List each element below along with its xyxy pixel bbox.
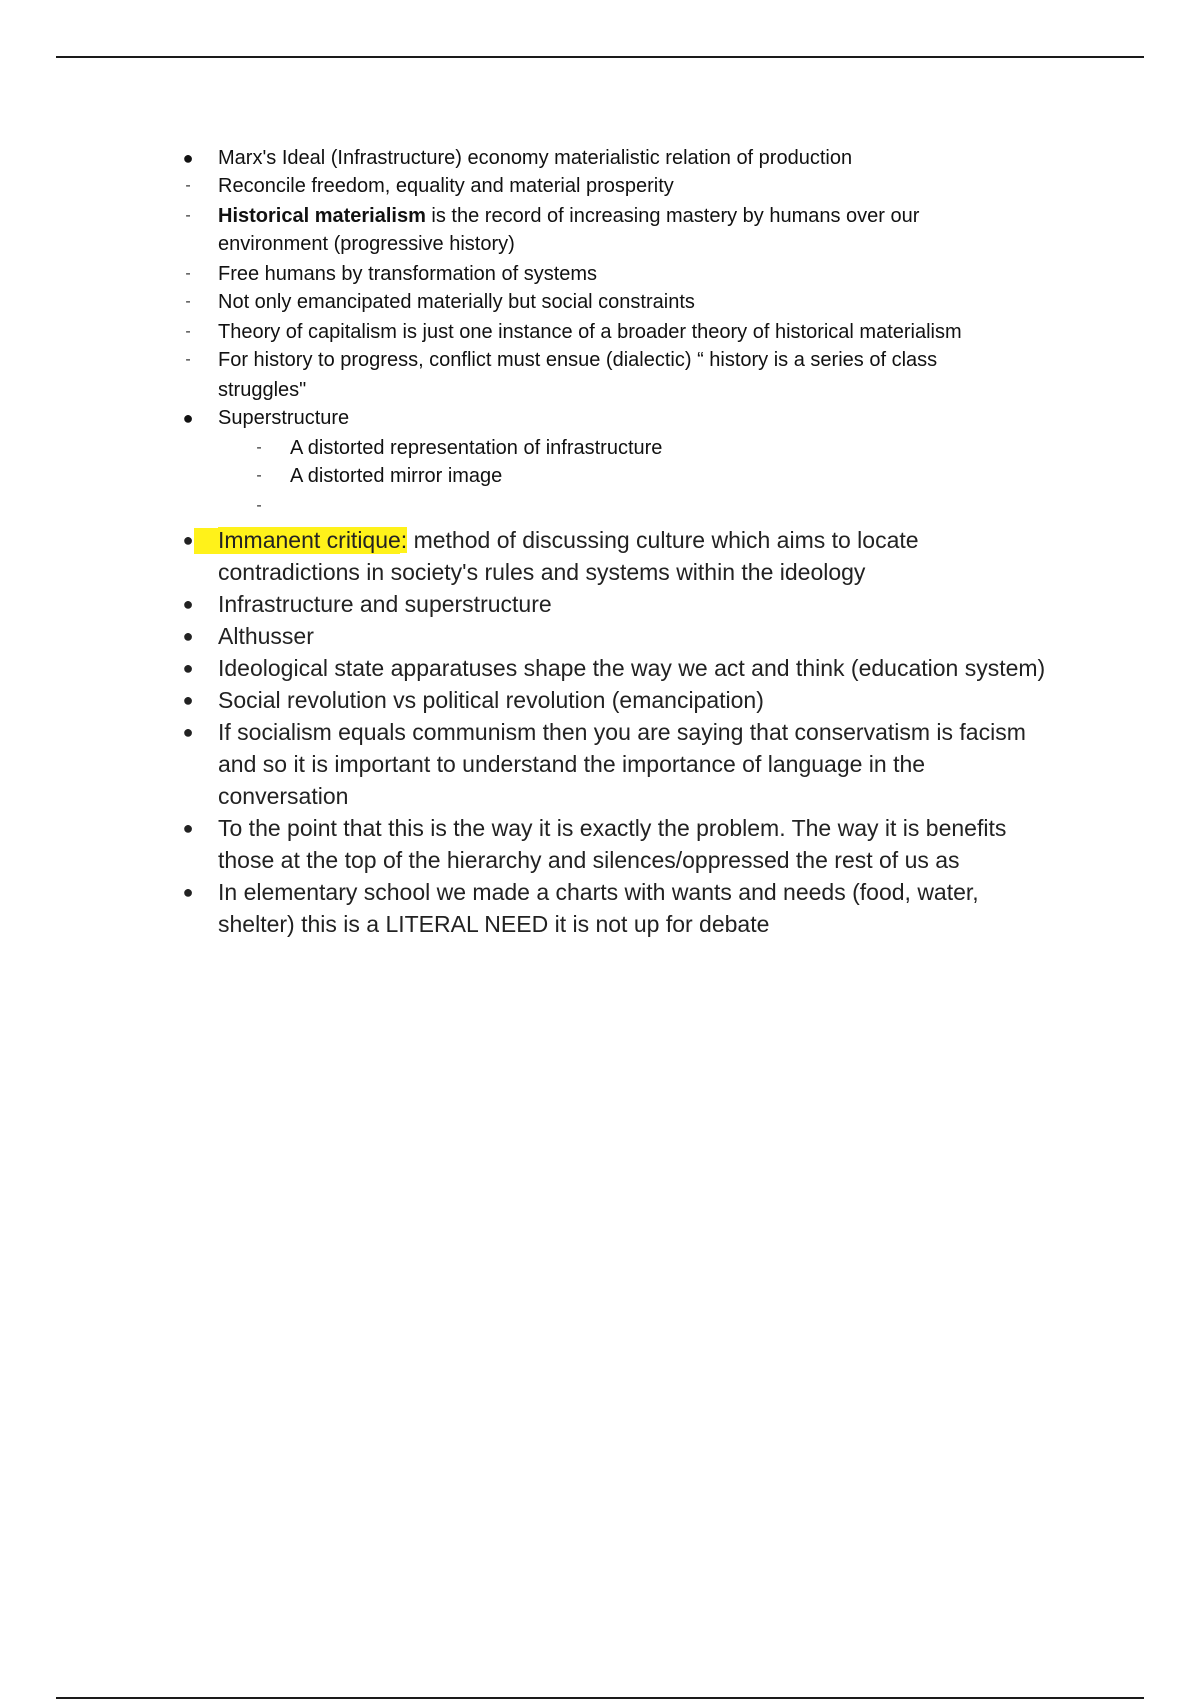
top-rule: [56, 56, 1144, 58]
note-text: method of discussing culture which aims to locate: [407, 527, 919, 553]
bullet-icon: ●: [182, 626, 194, 646]
note-line-continued: struggles": [218, 379, 307, 401]
bottom-rule: [56, 1697, 1144, 1699]
dash-icon: -: [185, 265, 191, 282]
note-line: Social revolution vs political revolution (emancipation): [218, 687, 764, 713]
note-line: Reconcile freedom, equality and material prosperity: [218, 175, 674, 197]
note-line: Infrastructure and superstructure: [218, 591, 552, 617]
bold-term: Historical materialism: [218, 205, 426, 227]
note-line: For history to progress, conflict must ensue (dialectic) “ history is a series of class: [218, 349, 938, 371]
bullet-icon: ●: [182, 882, 194, 902]
note-subline: A distorted mirror image: [290, 465, 503, 487]
note-line-continued: shelter) this is a LITERAL NEED it is not up for debate: [218, 911, 770, 937]
dash-icon: -: [256, 467, 262, 484]
bullet-icon: ●: [182, 658, 194, 678]
dash-icon: -: [185, 323, 191, 340]
bullet-icon: ●: [182, 818, 194, 838]
dash-icon: -: [185, 351, 191, 368]
bullet-icon: ●: [182, 530, 194, 550]
note-line-continued: and so it is important to understand the importance of language in the: [218, 751, 926, 777]
bullet-icon: ●: [182, 408, 194, 428]
dash-icon: -: [256, 497, 262, 514]
note-line-continued: those at the top of the hierarchy and silences/oppressed the rest of us as: [218, 847, 960, 873]
dash-icon: -: [185, 293, 191, 310]
note-line: Superstructure: [218, 407, 350, 429]
dash-icon: -: [185, 207, 191, 224]
note-text: is the record of increasing mastery by humans over our: [425, 205, 920, 227]
note-line: In elementary school we made a charts with wants and needs (food, water,: [218, 879, 979, 905]
note-subline: A distorted representation of infrastructure: [290, 437, 663, 459]
note-line: [218, 524, 1118, 556]
dash-icon: -: [256, 439, 262, 456]
note-line-continued: contradictions in society's rules and systems within the ideology: [218, 559, 866, 585]
note-line: Althusser: [218, 623, 314, 649]
bullet-icon: ●: [182, 690, 194, 710]
bullet-icon: ●: [182, 594, 194, 614]
bullet-icon: ●: [182, 148, 194, 168]
note-line: Theory of capitalism is just one instance of a broader theory of historical materialism: [218, 321, 962, 343]
note-line: Not only emancipated materially but social constraints: [218, 291, 695, 313]
note-line: Ideological state apparatuses shape the way we act and think (education system): [218, 655, 1046, 681]
note-line: [218, 202, 1118, 230]
note-line-continued: environment (progressive history): [218, 233, 515, 255]
note-line: Marx's Ideal (Infrastructure) economy materialistic relation of production: [218, 147, 853, 169]
note-line: Free humans by transformation of systems: [218, 263, 598, 285]
dash-icon: -: [185, 177, 191, 194]
bullet-icon: ●: [182, 722, 194, 742]
note-line: If socialism equals communism then you are saying that conservatism is facism: [218, 719, 1026, 745]
highlighted-term: Immanent critique:: [218, 527, 408, 553]
note-line: To the point that this is the way it is exactly the problem. The way it is benefits: [218, 815, 1007, 841]
note-line-continued: conversation: [218, 783, 349, 809]
